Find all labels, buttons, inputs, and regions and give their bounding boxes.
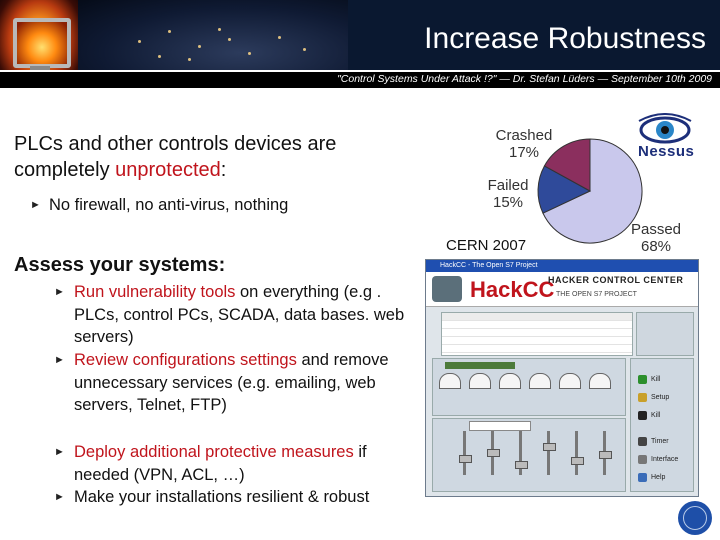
nessus-logo [630,113,700,163]
hackcc-window [425,259,699,497]
progress-bar [445,362,515,369]
dropdown[interactable] [469,421,531,431]
hackcc-titlebar: HackCC - The Open S7 Project [426,260,698,272]
city-light [228,38,231,41]
list-item [54,441,424,486]
bullet-arrow-icon: ► [54,354,65,366]
button-label: Timer [651,438,669,445]
cern-2007-label: CERN 2007 [446,237,527,254]
help-button[interactable] [637,471,685,485]
table-row[interactable] [442,337,632,345]
pie-label-crashed [494,127,554,161]
hackcc-slider-panel [432,418,626,492]
slider[interactable] [463,431,466,475]
slide-subtitle: "Control Systems Under Attack !?" — Dr. Stefan Lüders — September 10th 2009 [337,73,712,85]
hackcc-action-panel [630,358,694,492]
gauge-icon [439,373,461,389]
button-label: Help [651,474,666,481]
timer-icon [638,437,647,446]
list-item [54,281,424,349]
list-item [54,349,424,417]
table-row[interactable] [442,345,632,353]
item-text: on everything (e.g . PLCs, control PCs, SCADA, data bases. web servers) [74,283,405,346]
hackcc-gauge-panel [432,358,626,416]
city-light [303,48,306,51]
hackcc-banner [426,272,698,307]
slide-title: Increase Robustness [424,22,706,55]
bullet-arrow-icon: ► [54,446,65,458]
hackcc-center-sub: THE OPEN S7 PROJECT [556,291,637,298]
bullet-item [30,195,289,215]
slice-label: Failed [487,177,529,194]
city-light [138,40,141,43]
item-text: Make your installations resilient & robust [74,488,370,506]
city-light [158,55,161,58]
gauge-icon [499,373,521,389]
heading-colon: : [220,159,227,181]
cern-ring-icon [683,506,707,530]
slice-label: Crashed [495,127,553,144]
item-text: and remove unnecessary services (e.g. emailing, web servers, Telnet, FTP) [74,351,389,414]
gauge-icon [529,373,551,389]
hacker-icon [432,276,462,302]
nessus-wordmark: Nessus [638,143,695,160]
city-light [278,36,281,39]
hackcc-logo: HackCC [470,277,555,302]
pie-label-passed [626,221,686,255]
item-highlight: Review configurations settings [74,351,297,369]
list-item [54,486,424,509]
run-icon [638,375,647,384]
button-label: Kill [651,412,661,419]
interface-button[interactable] [637,453,685,467]
button-label: Setup [651,394,670,401]
kill-button[interactable] [637,373,685,387]
gauge-icon [469,373,491,389]
heading-highlight: unprotected [115,159,221,181]
item-highlight: Deploy additional [74,443,206,461]
kill-button-2[interactable] [637,409,685,423]
hackcc-side-panel [636,312,694,356]
slice-value: 68% [640,238,672,255]
monitor-icon [13,18,71,68]
gauge-icon [559,373,581,389]
setup-button[interactable] [637,391,685,405]
slice-value: 17% [508,144,540,161]
city-light [218,28,221,31]
heading-assess: Assess your systems: [14,254,226,276]
cern-logo [678,501,712,535]
slider[interactable] [547,431,550,475]
table-row[interactable] [442,321,632,329]
table-row [442,313,632,321]
city-light [198,45,201,48]
gauge-icon [589,373,611,389]
button-label: Kill [651,376,661,383]
bullet-arrow-icon: ► [54,286,65,298]
slider[interactable] [519,431,522,475]
bullet-text: No firewall, no anti-virus, nothing [49,196,289,214]
interface-icon [638,455,647,464]
skull-icon [638,411,647,420]
table-row[interactable] [442,329,632,337]
bullet-arrow-icon: ► [30,199,41,211]
hackcc-target-table [441,312,633,356]
help-icon [638,473,647,482]
city-light [188,58,191,61]
item-highlight: protective measures [205,443,354,461]
slider[interactable] [575,431,578,475]
slider[interactable] [491,431,494,475]
heading-unprotected [14,131,414,183]
city-light [248,52,251,55]
title-bar [348,0,720,70]
timer-button[interactable] [637,435,685,449]
slice-label: Passed [630,221,682,238]
slider[interactable] [603,431,606,475]
hackcc-center-title: HACKER CONTROL CENTER [548,275,684,285]
pie-label-failed [478,177,538,211]
item-highlight: Run vulnerability tools [74,283,236,301]
heading-text: PLCs and other controls devices are completely [14,133,337,181]
setup-icon [638,393,647,402]
button-label: Interface [651,456,679,463]
bullet-arrow-icon: ► [54,491,65,503]
slice-value: 15% [492,194,524,211]
city-light [168,30,171,33]
item-text: if needed (VPN, ACL, …) [74,443,367,484]
